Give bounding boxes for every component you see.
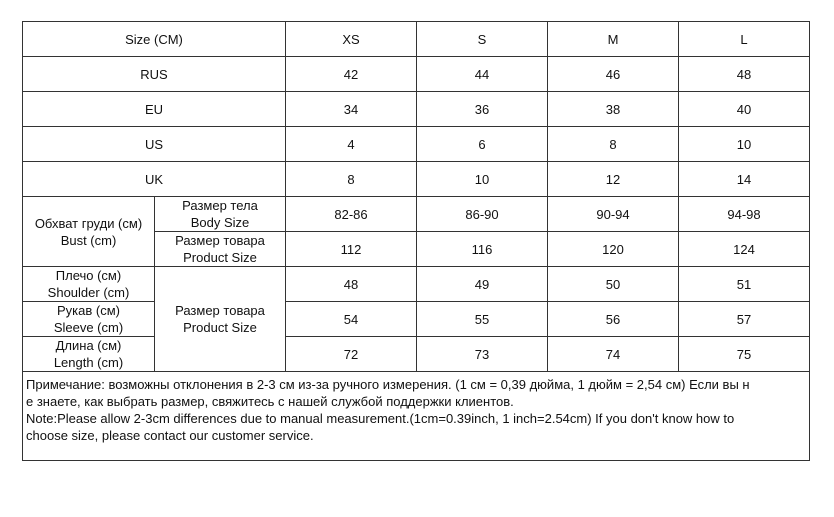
size-xs-header: XS — [286, 22, 417, 57]
cell-value: 38 — [548, 92, 679, 127]
uk-row — [23, 162, 810, 197]
body-size-label — [155, 197, 286, 232]
row-label: RUS — [23, 57, 286, 92]
cell-value: 55 — [417, 302, 548, 337]
body-size-label-ru: Размер тела — [182, 198, 258, 213]
shoulder-label-ru: Плечо (см) — [55, 268, 122, 283]
header-row — [23, 22, 810, 57]
cell-value: 46 — [548, 57, 679, 92]
note-line-ru-1: Примечание: возможны отклонения в 2-3 см из-за ручного измерения. (1 см = 0,39 дюйма, 1 дюйм = 2,54 см) Если вы н — [26, 377, 750, 392]
cell-value: 51 — [679, 267, 810, 302]
cell-value: 94-98 — [679, 197, 810, 232]
cell-value: 48 — [679, 57, 810, 92]
cell-value: 12 — [548, 162, 679, 197]
size-header-label: Size (CM) — [23, 22, 286, 57]
cell-value: 57 — [679, 302, 810, 337]
length-label-en: Length (cm) — [53, 355, 124, 370]
size-s-header: S — [417, 22, 548, 57]
cell-value: 36 — [417, 92, 548, 127]
cell-value: 116 — [417, 232, 548, 267]
cell-value: 50 — [548, 267, 679, 302]
note-row — [23, 372, 810, 461]
bust-body-row — [23, 197, 810, 232]
cell-value: 120 — [548, 232, 679, 267]
shoulder-label-en: Shoulder (cm) — [47, 285, 130, 300]
product-size-group-label-ru: Размер товара — [175, 303, 265, 318]
cell-value: 54 — [286, 302, 417, 337]
product-size-label-en: Product Size — [183, 250, 257, 265]
cell-value: 8 — [286, 162, 417, 197]
note-cell — [23, 372, 810, 461]
cell-value: 10 — [679, 127, 810, 162]
length-row — [23, 337, 810, 372]
row-label: US — [23, 127, 286, 162]
sleeve-row — [23, 302, 810, 337]
cell-value: 82-86 — [286, 197, 417, 232]
row-label: EU — [23, 92, 286, 127]
cell-value: 6 — [417, 127, 548, 162]
length-label — [23, 337, 155, 372]
cell-value: 72 — [286, 337, 417, 372]
shoulder-label — [23, 267, 155, 302]
note-line-en-1: Note:Please allow 2-3cm differences due to manual measurement.(1cm=0.39inch, 1 inch=2.54cm) If you don't know how to — [26, 411, 735, 426]
cell-value: 4 — [286, 127, 417, 162]
body-size-label-en: Body Size — [190, 215, 250, 230]
cell-value: 14 — [679, 162, 810, 197]
cell-value: 42 — [286, 57, 417, 92]
cell-value: 56 — [548, 302, 679, 337]
cell-value: 74 — [548, 337, 679, 372]
length-label-ru: Длина (см) — [55, 338, 122, 353]
cell-value: 40 — [679, 92, 810, 127]
row-label: UK — [23, 162, 286, 197]
bust-label-ru: Обхват груди (см) — [34, 215, 143, 231]
product-size-group-label — [155, 267, 286, 372]
sleeve-label — [23, 302, 155, 337]
note-line-en-2: choose size, please contact our customer service. — [26, 428, 314, 443]
cell-value: 34 — [286, 92, 417, 127]
cell-value: 10 — [417, 162, 548, 197]
sleeve-label-en: Sleeve (cm) — [53, 320, 124, 335]
bust-label — [23, 197, 155, 267]
us-row — [23, 127, 810, 162]
eu-row — [23, 92, 810, 127]
cell-value: 90-94 — [548, 197, 679, 232]
cell-value: 48 — [286, 267, 417, 302]
size-l-header: L — [679, 22, 810, 57]
size-m-header: M — [548, 22, 679, 57]
rus-row — [23, 57, 810, 92]
cell-value: 73 — [417, 337, 548, 372]
cell-value: 86-90 — [417, 197, 548, 232]
shoulder-row — [23, 267, 810, 302]
cell-value: 8 — [548, 127, 679, 162]
bust-label-en: Bust (cm) — [60, 232, 117, 248]
cell-value: 75 — [679, 337, 810, 372]
note-line-ru-2: е знаете, как выбрать размер, свяжитесь с нашей службой поддержки клиентов. — [26, 394, 514, 409]
cell-value: 44 — [417, 57, 548, 92]
size-chart-table — [22, 21, 810, 461]
product-size-group-label-en: Product Size — [183, 320, 257, 335]
product-size-label — [155, 232, 286, 267]
cell-value: 112 — [286, 232, 417, 267]
sleeve-label-ru: Рукав (см) — [57, 303, 120, 318]
cell-value: 49 — [417, 267, 548, 302]
product-size-label-ru: Размер товара — [175, 233, 265, 248]
cell-value: 124 — [679, 232, 810, 267]
